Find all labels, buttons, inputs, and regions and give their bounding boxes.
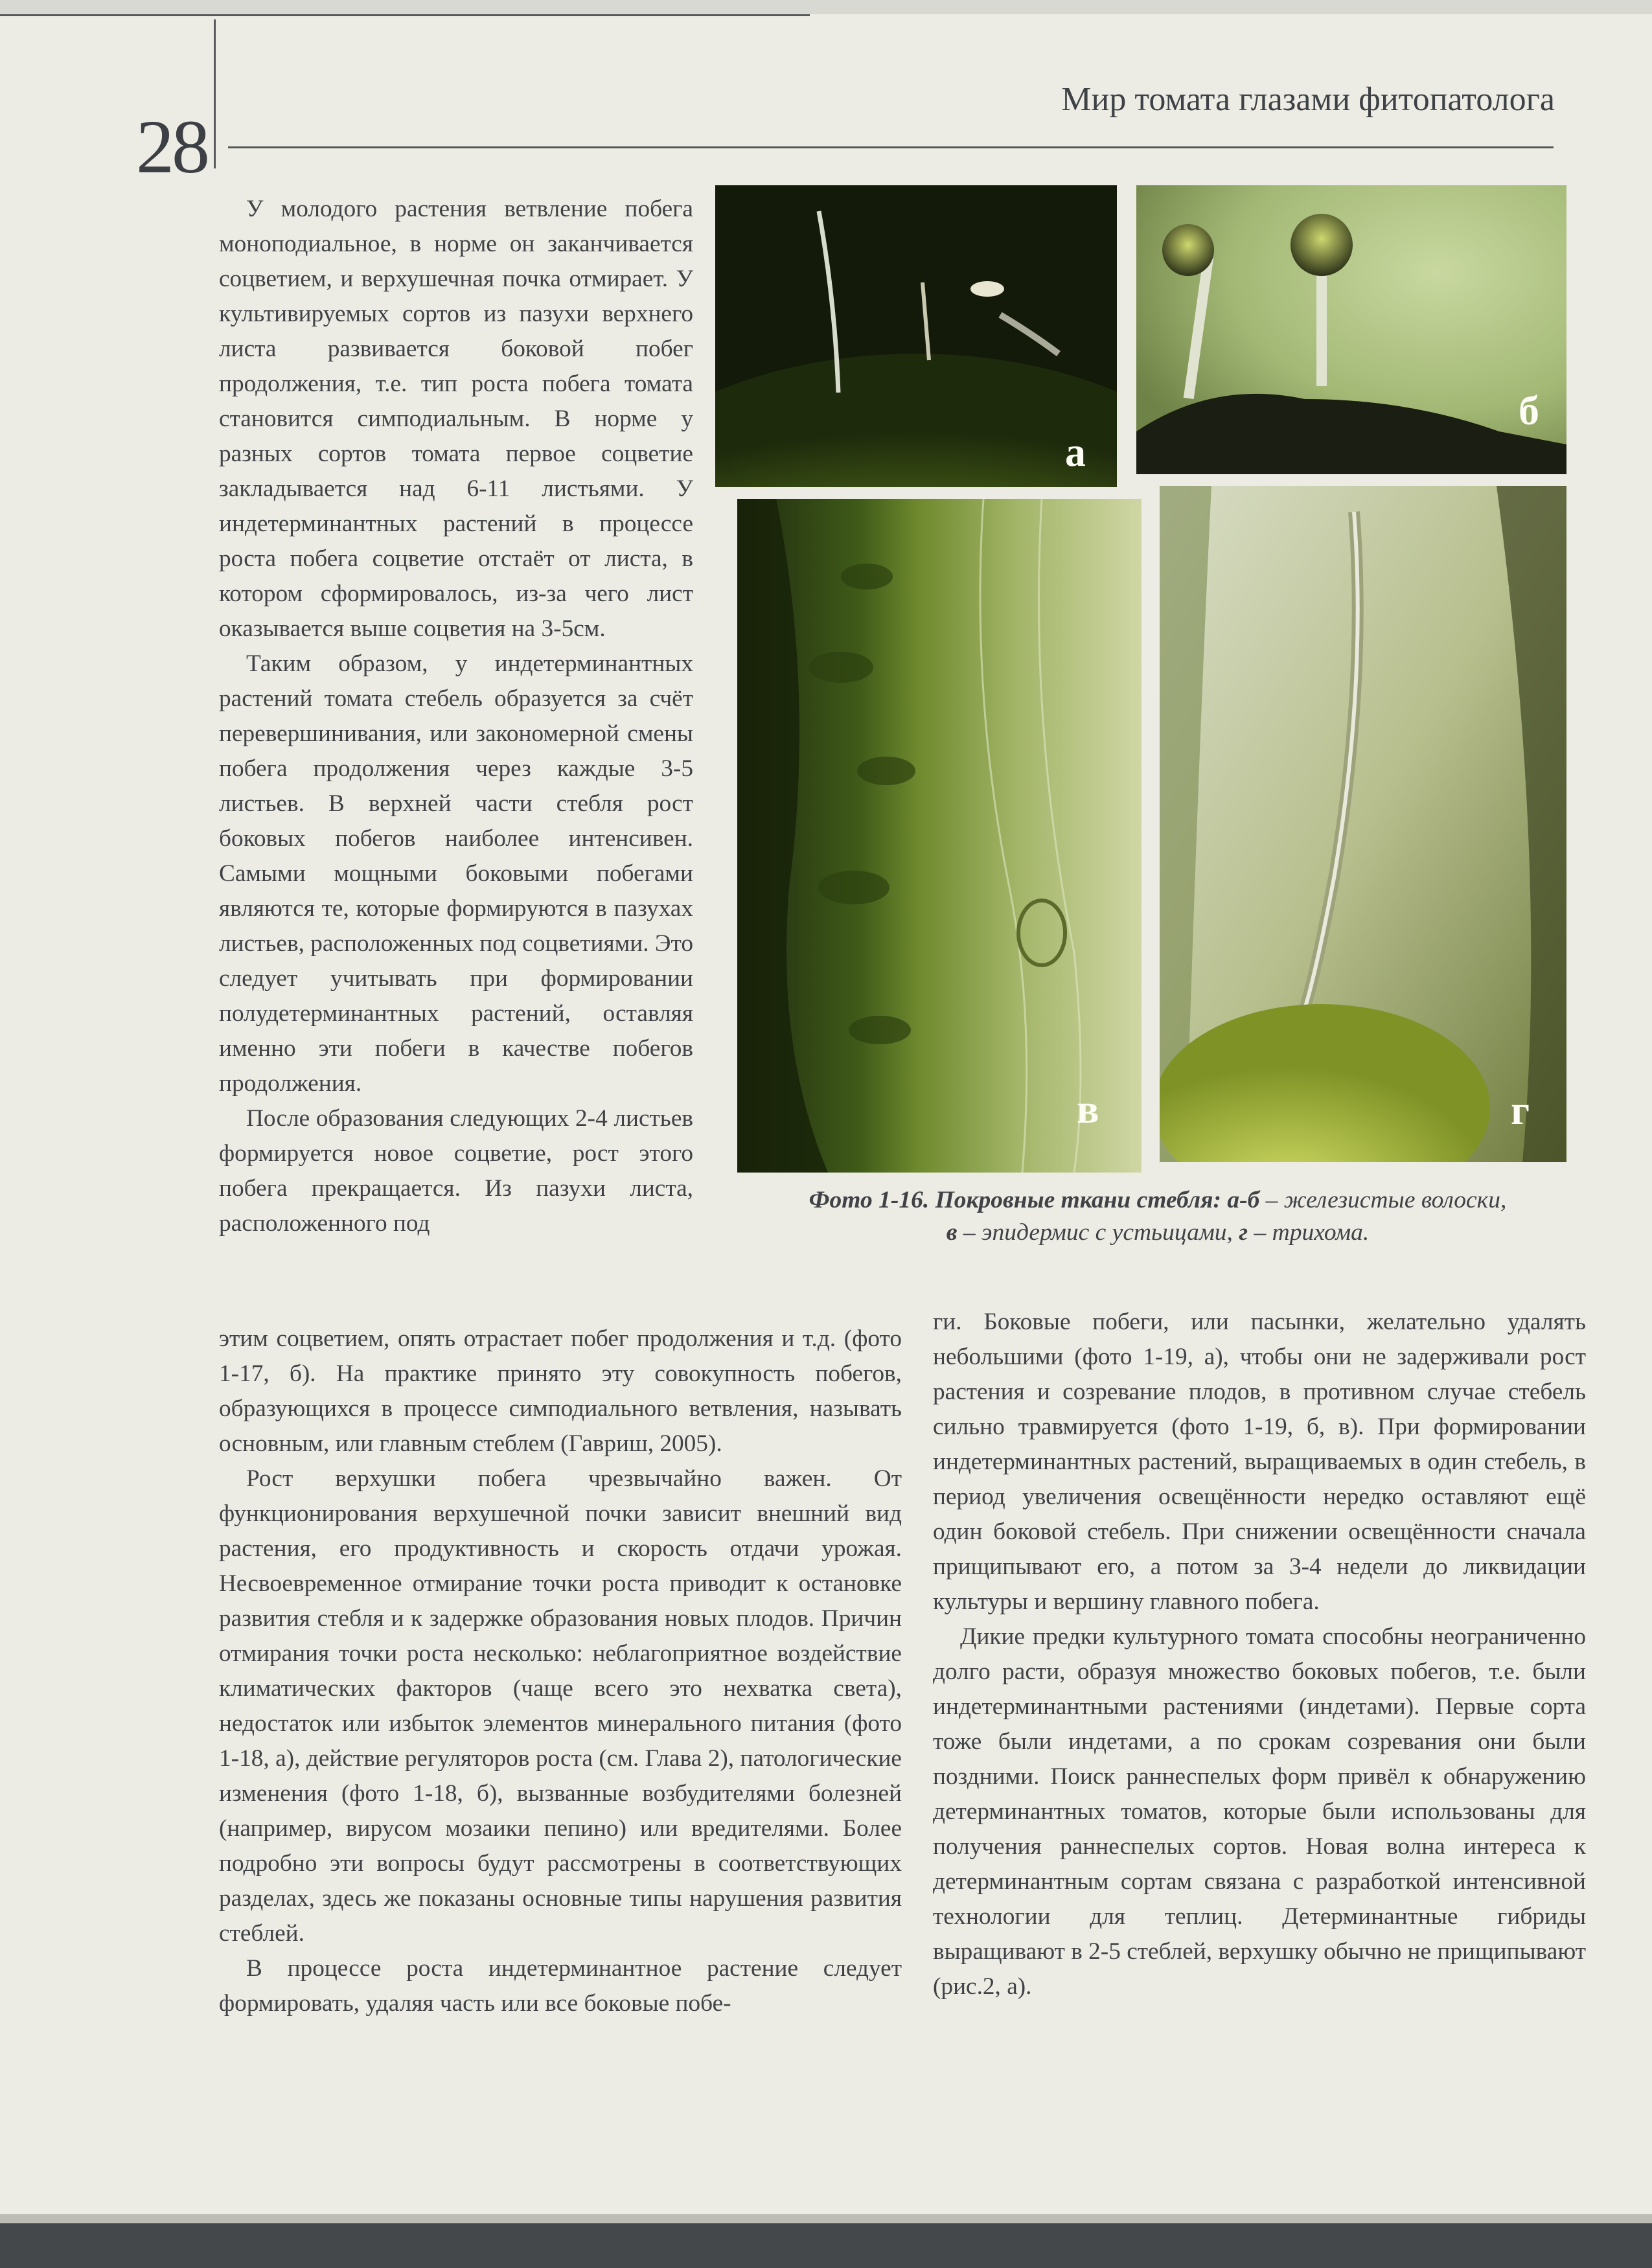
- photo-g: [1160, 486, 1566, 1162]
- caption-ab-key: а-б: [1227, 1187, 1260, 1213]
- paragraph: ги. Боковые побеги, или пасынки, желательно удалять небольшими (фото 1-19, а), чтобы они не задерживали рост растения и созревание плодов, в противном случае стебель сильно травмируется (фото 1-19, б, в). При формировании индетерминантных растений, выращиваемых в один стебель, в период увеличения освещённости нередко оставляют ещё один боковой стебель. При снижении освещённости сначала прищипывают его, а потом за 3-4 недели до ликвидации культуры и вершину главного побега.: [933, 1309, 1586, 1615]
- header-rule: [228, 146, 1554, 148]
- left-column-bottom: [219, 1322, 902, 2021]
- scan-top-line: [0, 14, 810, 16]
- photo-g-image: [1160, 486, 1566, 1162]
- photo-g-label: г: [1511, 1087, 1530, 1133]
- paragraph: Рост верхушки побега чрезвычайно важен. От функционирования верхушечной почки зависит внешний вид растения, его продуктивность и скорость отдачи урожая. Несвоевременное отмирание точки роста приводит к остановке развития стебля и к задержке образования новых плодов. Причин отмирания точки роста несколько: неблагоприятное воздействие климатических факторов (чаще всего это нехватка света), недостаток или избыток элементов минерального питания (фото 1-18, а), действие регуляторов роста (см. Глава 2), патологические изменения (фото 1-18, б), вызванные возбудителями болезней (например, вирусом мозаики пепино) или вредителями. Более подробно эти вопросы будут рассмотрены в соответствующих разделах, здесь же показаны основные типы нарушения развития стеблей.: [219, 1465, 902, 1947]
- scan-top-edge: [0, 0, 1652, 14]
- caption-ab-text: – железистые волоски,: [1259, 1187, 1507, 1213]
- paragraph: После образования следующих 2-4 листьев формируется новое соцветие, рост этого побега прекращается. Из пазухи листа, расположенного под: [219, 1105, 693, 1237]
- page-number: 28: [136, 104, 207, 189]
- caption-g-key: г: [1239, 1219, 1248, 1246]
- paragraph: У молодого растения ветвление побега моноподиальное, в норме он заканчивается соцветием, и верхушечная почка отмирает. У культивируемых сортов из пазухи верхнего листа развивается боковой побег продолжения, т.е. тип роста побега томата становится симподиальным. В норме у разных сортов томата первое соцветие закладывается над 6-11 листьями. У индетерминантных растений в процессе роста побега соцветие отстаёт от листа, в котором сформировалось, из-за чего лист оказывается выше соцветия на 3-5см.: [219, 196, 693, 642]
- photo-v-label: в: [1077, 1086, 1099, 1132]
- photo-a: [715, 185, 1117, 487]
- figure-photo-1-16: [715, 185, 1568, 1173]
- caption-title: Фото 1-16. Покровные ткани стебля:: [809, 1187, 1221, 1213]
- paragraph: Таким образом, у индетерминантных растений томата стебель образуется за счёт перевершинивания, или закономерной смены побега продолжения через каждые 3-5 листьев. В верхней части стебля рост боковых побегов наиболее интенсивен. Самыми мощными боковыми побегами являются те, которые формируются в пазухах листьев, расположенных под соцветиями. Это следует учитывать при формировании полудетерминантных растений, оставляя именно эти побеги в качестве побегов продолжения.: [219, 650, 693, 1097]
- photo-b: [1136, 185, 1566, 474]
- paragraph: этим соцветием, опять отрастает побег продолжения и т.д. (фото 1-17, б). На практике принято эту совокупность побегов, образующихся в процессе симподиального ветвления, называть основным, или главным стеблем (Гавриш, 2005).: [219, 1325, 902, 1457]
- photo-a-image: [715, 185, 1117, 487]
- left-column-top: [219, 192, 693, 1241]
- photo-a-label: а: [1065, 429, 1086, 475]
- running-title: Мир томата глазами фитопатолога: [1061, 81, 1555, 118]
- scan-bottom-edge: [0, 2223, 1652, 2268]
- photo-b-image: [1136, 185, 1566, 474]
- figure-caption: [739, 1184, 1577, 1249]
- caption-v-key: в: [946, 1219, 958, 1246]
- paragraph: Дикие предки культурного томата способны неограниченно долго расти, образуя множество боковых побегов, т.е. были индетерминантными растениями (индетами). Первые сорта тоже были индетами, а по срокам созревания они были поздними. Поиск раннеспелых форм привёл к обнаружению детерминантных томатов, которые были использованы для получения раннеспелых сортов. Новая волна интереса к детерминантным сортам связана с разработкой интенсивной технологии для теплиц. Детерминантные гибриды выращивают в 2-5 стеблей, верхушку обычно не прищипывают (рис.2, а).: [933, 1623, 1586, 2000]
- photo-v-image: [737, 499, 1141, 1173]
- photo-b-label: б: [1519, 387, 1539, 433]
- photo-v: [737, 499, 1141, 1173]
- right-column: [933, 1305, 1586, 2004]
- paragraph: В процессе роста индетерминантное растение следует формировать, удаляя часть или все боковые побе-: [219, 1955, 902, 2017]
- caption-g-text: – трихома.: [1248, 1219, 1370, 1246]
- header-vertical-rule: [214, 19, 216, 168]
- caption-v-text: – эпидермис с устьицами,: [957, 1219, 1239, 1246]
